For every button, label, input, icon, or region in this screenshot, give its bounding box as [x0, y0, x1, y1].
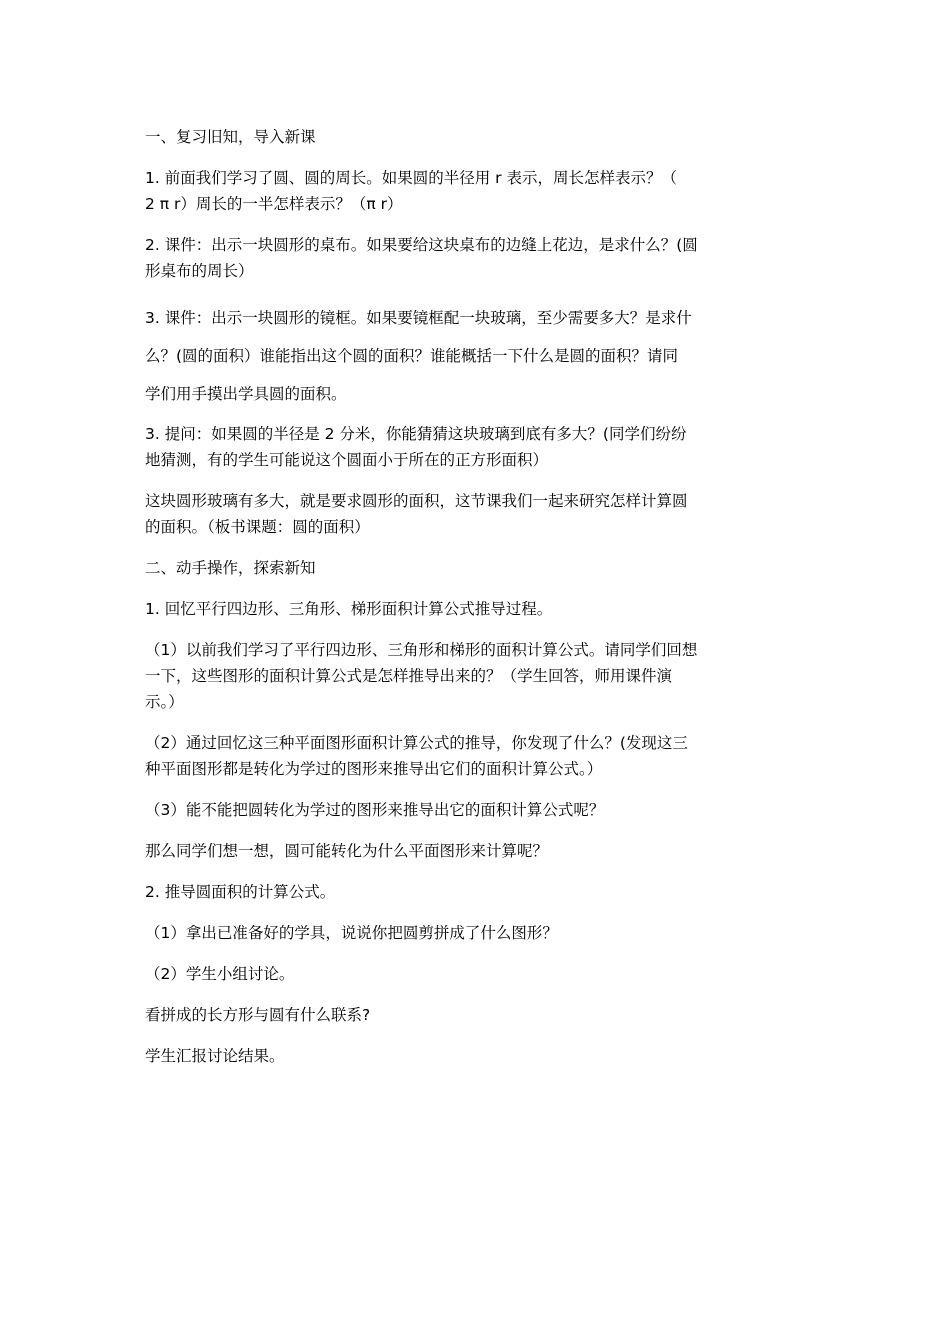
text-line: 示。）	[145, 693, 184, 711]
paragraph	[145, 488, 810, 540]
text-line: 这块圆形玻璃有多大，就是要求圆形的面积，这节课我们一起来研究怎样计算圆	[145, 492, 688, 510]
text-line: 一、复习旧知，导入新课	[145, 128, 316, 146]
text-line: 2. 推导圆面积的计算公式。	[145, 883, 336, 901]
paragraph	[145, 1043, 810, 1069]
text-line: 种平面图形都是转化为学过的图形来推导出它们的面积计算公式。）	[145, 760, 603, 778]
text-line: （2）通过回忆这三种平面图形面积计算公式的推导，你发现了什么？(发现这三	[145, 734, 688, 752]
paragraph	[145, 838, 810, 864]
text-line: 的面积。（板书课题：圆的面积）	[145, 518, 370, 536]
document-body	[145, 124, 810, 1084]
paragraph	[145, 961, 810, 987]
text-line: （1）拿出已准备好的学具，说说你把圆剪拼成了什么图形？	[145, 924, 558, 942]
text-line: 形桌布的周长）	[145, 262, 254, 280]
paragraph	[145, 920, 810, 946]
text-line: 2. 课件：出示一块圆形的桌布。如果要给这块桌布的边缝上花边，是求什么？(圆	[145, 236, 698, 254]
text-line: 学生汇报讨论结果。	[145, 1047, 285, 1065]
paragraph	[145, 421, 810, 473]
paragraph	[145, 596, 810, 622]
text-line: 那么同学们想一想，圆可能转化为什么平面图形来计算呢？	[145, 842, 549, 860]
paragraph	[145, 637, 810, 715]
paragraph	[145, 879, 810, 905]
paragraph	[145, 299, 810, 413]
text-line: 看拼成的长方形与圆有什么联系?	[145, 1006, 371, 1024]
text-line: （3）能不能把圆转化为学过的图形来推导出它的面积计算公式呢？	[145, 801, 605, 819]
text-line: 3. 课件：出示一块圆形的镜框。如果要镜框配一块玻璃，至少需要多大？是求什	[145, 309, 692, 327]
text-line: （2）学生小组讨论。	[145, 965, 295, 983]
text-line: 1. 回忆平行四边形、三角形、梯形面积计算公式推导过程。	[145, 600, 553, 618]
section-heading	[145, 124, 810, 150]
section-heading	[145, 555, 810, 581]
paragraph	[145, 797, 810, 823]
text-line: 二、动手操作，探索新知	[145, 559, 316, 577]
text-line: （1）以前我们学习了平行四边形、三角形和梯形的面积计算公式。请同学们回想	[145, 641, 698, 659]
paragraph	[145, 232, 810, 284]
paragraph	[145, 165, 810, 217]
text-line: 2 π r）周长的一半怎样表示？（π r）	[145, 195, 403, 213]
text-line: 一下，这些图形的面积计算公式是怎样推导出来的？（学生回答，师用课件演	[145, 667, 673, 685]
text-line: 么？(圆的面积）谁能指出这个圆的面积？谁能概括一下什么是圆的面积？请同	[145, 347, 679, 365]
text-line: 地猜测，有的学生可能说这个圆面小于所在的正方形面积）	[145, 451, 549, 469]
text-line: 1. 前面我们学习了圆、圆的周长。如果圆的半径用 r 表示，周长怎样表示？（	[145, 169, 677, 187]
paragraph	[145, 730, 810, 782]
paragraph	[145, 1002, 810, 1028]
text-line: 学们用手摸出学具圆的面积。	[145, 385, 347, 403]
text-line: 3. 提问：如果圆的半径是 2 分米，你能猜猜这块玻璃到底有多大？(同学们纷纷	[145, 425, 687, 443]
